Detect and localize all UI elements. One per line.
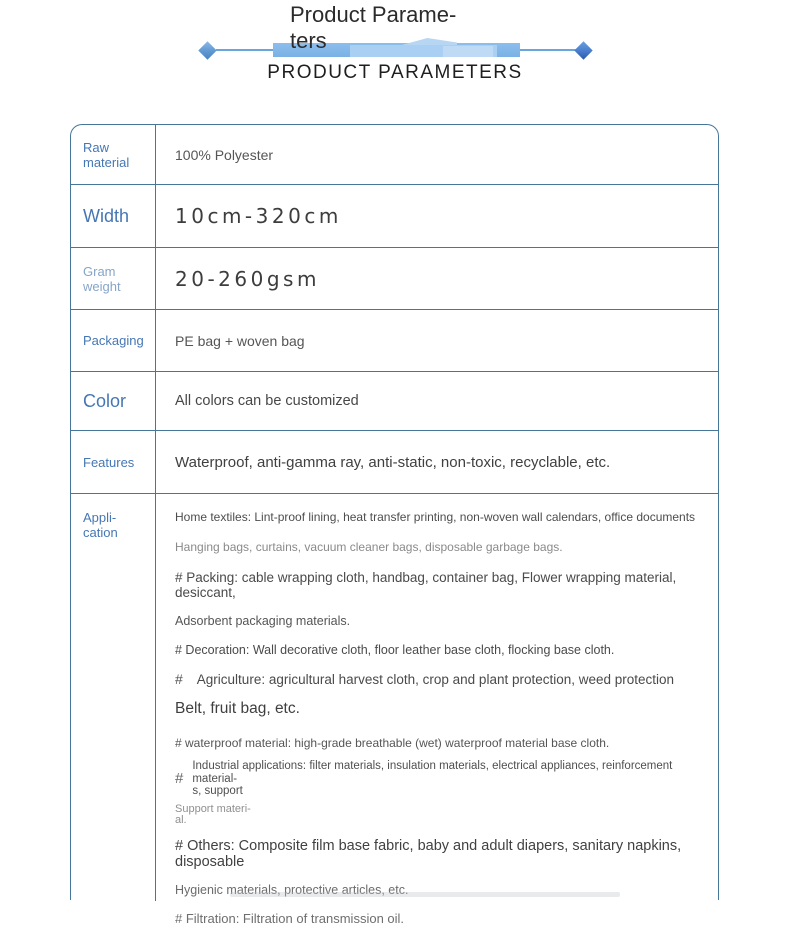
- row-value: 10cm-320cm: [175, 204, 342, 228]
- page-title-line2: ters: [290, 28, 327, 53]
- application-line-packing: # Packing: cable wrapping cloth, handbag, container bag, Flower wrapping material, desiccant,: [175, 570, 677, 600]
- application-line-adsorbent: Adsorbent packaging materials.: [175, 614, 351, 628]
- hash-mark: #: [175, 770, 184, 788]
- table-row-features: [71, 431, 718, 494]
- support-text-line2: al.: [175, 813, 187, 826]
- table-row-raw-material: [71, 125, 718, 185]
- support-text-line1: Support materi-: [175, 802, 251, 815]
- row-label: Width: [71, 185, 156, 247]
- page-title: [290, 2, 490, 54]
- application-line-support: [175, 804, 698, 826]
- table-row-color: [71, 372, 718, 431]
- row-value: 20-260gsm: [175, 266, 320, 291]
- row-value: Waterproof, anti-gamma ray, anti-static, non-toxic, recyclable, etc.: [175, 453, 611, 471]
- application-line-hygienic: Hygienic materials, protective articles, etc.: [175, 882, 409, 897]
- application-line-home: Home textiles: Lint-proof lining, heat transfer printing, non-woven wall calendars, office documents: [175, 510, 696, 524]
- row-value: All colors can be customized: [175, 393, 359, 409]
- application-line-decoration: # Decoration: Wall decorative cloth, floor leather base cloth, flocking base cloth.: [175, 643, 615, 657]
- divider-line-right: [520, 49, 577, 51]
- row-label: Appli-cation: [71, 494, 156, 901]
- industrial-text-line2: s, support: [192, 785, 243, 797]
- table-row-application: [71, 494, 718, 926]
- application-line-industrial: [175, 760, 698, 798]
- application-lines: [156, 494, 718, 926]
- application-line-waterproof: # waterproof material: high-grade breathable (wet) waterproof material base cloth.: [175, 736, 610, 750]
- page-title-line1: Product Parame-: [290, 2, 457, 27]
- row-label: Gram weight: [71, 248, 156, 309]
- row-label: Color: [71, 372, 156, 430]
- row-label: Raw material: [71, 125, 156, 184]
- product-parameters-table: [70, 124, 719, 926]
- diamond-icon-right: [574, 41, 592, 59]
- application-line-others: # Others: Composite film base fabric, baby and adult diapers, sanitary napkins, disposable: [175, 837, 682, 870]
- agriculture-text: Agriculture: agricultural harvest cloth, crop and plant protection, weed protection: [196, 671, 675, 687]
- faded-text-artifact: [230, 892, 620, 897]
- row-value: PE bag + woven bag: [175, 332, 305, 349]
- application-line-belt: Belt, fruit bag, etc.: [175, 700, 300, 717]
- table-row-packaging: [71, 310, 718, 372]
- table-row-gram-weight: [71, 248, 718, 310]
- application-line-filtration: # Filtration: Filtration of transmission oil.: [175, 910, 405, 926]
- divider-line-left: [216, 49, 273, 51]
- section-subtitle: PRODUCT PARAMETERS: [267, 62, 523, 83]
- hash-mark: #: [175, 671, 183, 687]
- industrial-text: [192, 760, 698, 798]
- row-value: 100% Polyester: [175, 146, 274, 163]
- table-row-width: [71, 185, 718, 248]
- diamond-icon-left: [198, 41, 216, 59]
- application-line-hanging: Hanging bags, curtains, vacuum cleaner bags, disposable garbage bags.: [175, 540, 563, 554]
- application-line-agriculture: [175, 671, 698, 687]
- industrial-text-line1: Industrial applications: filter materials, insulation materials, electrical appliances, reinforcement material-: [192, 760, 673, 785]
- row-label: Features: [71, 431, 156, 493]
- row-label: Packaging: [71, 310, 156, 371]
